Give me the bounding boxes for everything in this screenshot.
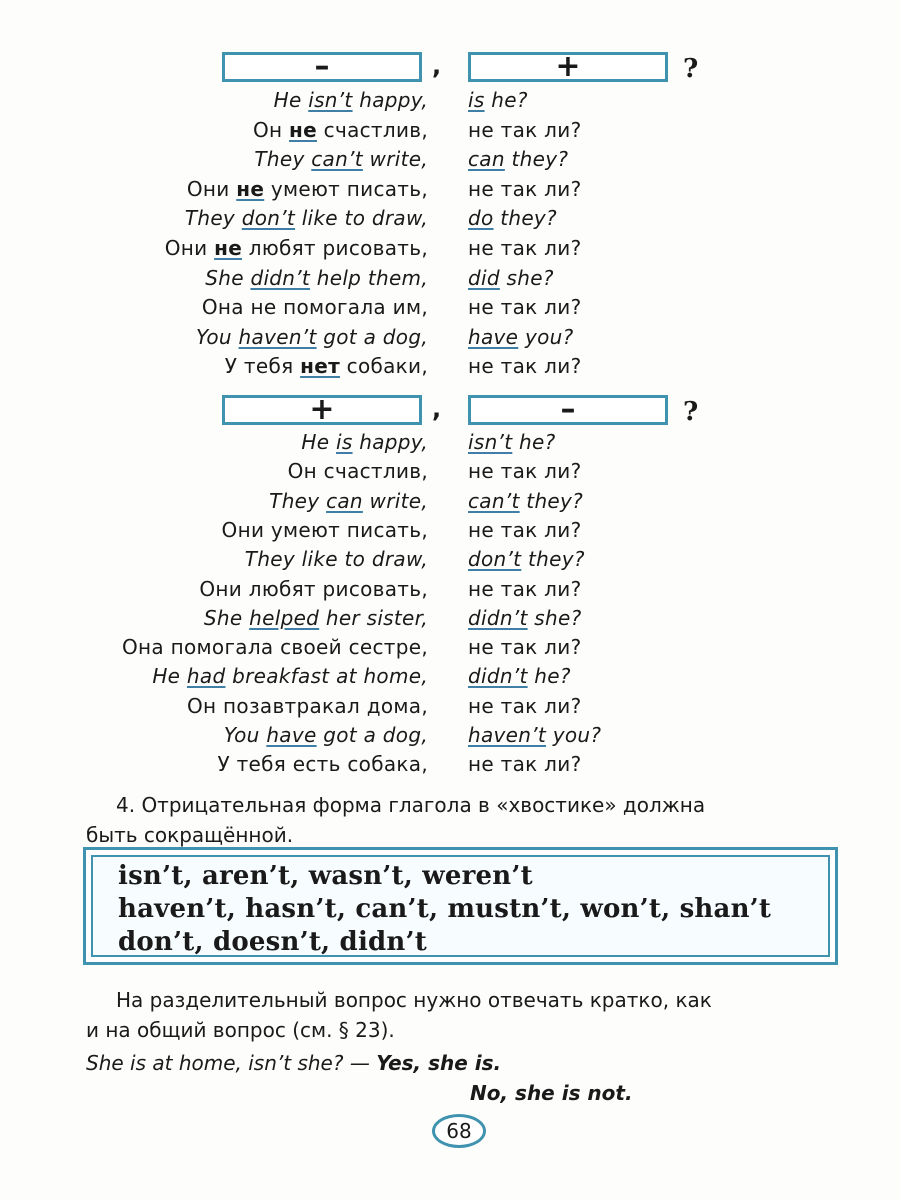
- negation-word: не: [214, 236, 243, 260]
- row-right: [468, 144, 568, 174]
- row-left: [204, 603, 428, 633]
- english-text: like to draw,: [295, 206, 428, 231]
- row-right: [468, 720, 601, 750]
- row-right: [468, 85, 528, 115]
- tag-verb: isn’t: [468, 430, 513, 454]
- russian-text: любят рисовать,: [242, 236, 428, 260]
- comma: ,: [432, 395, 442, 423]
- tag-pronoun: you?: [546, 723, 602, 747]
- row-left: [199, 574, 428, 604]
- english-text: got a dog,: [316, 324, 428, 349]
- negative-sign-box: –: [468, 395, 668, 425]
- english-text: She: [203, 605, 250, 630]
- russian-text: У тебя есть собака,: [217, 752, 428, 777]
- example-no-answer: No, she is not.: [470, 1081, 633, 1105]
- english-text: happy,: [352, 88, 428, 112]
- tag-verb: didn’t: [468, 664, 528, 689]
- tag-verb: don’t: [468, 547, 522, 572]
- underlined-verb: don’t: [241, 206, 296, 231]
- example-row: [0, 456, 900, 486]
- russian-text: Они любят рисовать,: [199, 576, 428, 601]
- row-right: [468, 456, 581, 486]
- row-left: [288, 456, 428, 486]
- english-text: You: [196, 324, 239, 349]
- rule-4-line-2: быть сокращённой.: [86, 823, 294, 847]
- question-mark: ?: [683, 54, 699, 84]
- example-row: [0, 263, 900, 293]
- tag-pronoun: they?: [519, 488, 584, 513]
- row-left: [225, 351, 428, 381]
- negation-word: не: [236, 176, 265, 201]
- row-right: [468, 263, 554, 293]
- russian-text: умеют писать,: [264, 176, 428, 201]
- russian-text: Они: [186, 176, 237, 201]
- tag-pronoun: you?: [518, 324, 574, 349]
- russian-tag: не так ли?: [468, 693, 582, 718]
- comma: ,: [432, 52, 442, 80]
- example-row: [0, 515, 900, 545]
- tag-pronoun: she?: [527, 605, 582, 630]
- example-yes-answer: Yes, she is.: [376, 1051, 502, 1075]
- row-left: [152, 661, 428, 691]
- english-text: her sister,: [319, 605, 428, 630]
- example-row: [0, 603, 900, 633]
- row-right: [468, 661, 571, 691]
- example-row: [0, 661, 900, 691]
- english-text: They: [269, 488, 327, 513]
- example-row: [0, 749, 900, 779]
- row-left: [224, 720, 428, 750]
- example-row: [0, 544, 900, 574]
- contractions-line-3: don’t, doesn’t, didn’t: [118, 927, 427, 957]
- english-text: happy,: [352, 430, 428, 454]
- english-text: You: [223, 723, 267, 747]
- english-text: She: [205, 265, 251, 290]
- row-right: [468, 351, 581, 381]
- example-row: [0, 632, 900, 662]
- row-right: [468, 427, 556, 457]
- row-left: [205, 263, 428, 293]
- russian-tag: не так ли?: [468, 576, 582, 601]
- negation-word: нет: [300, 354, 340, 379]
- row-left: [217, 749, 428, 779]
- underlined-verb: is: [336, 430, 353, 454]
- english-text: got a dog,: [316, 723, 428, 747]
- underlined-verb: can’t: [311, 147, 363, 172]
- row-right: [468, 486, 583, 516]
- underlined-verb: helped: [249, 605, 320, 630]
- page-number: 68: [432, 1114, 486, 1148]
- english-text: breakfast at home,: [225, 664, 428, 689]
- example-question: She is at home, isn’t she? —: [86, 1051, 377, 1075]
- row-left: [185, 203, 428, 233]
- row-left: [269, 486, 428, 516]
- example-row: [0, 574, 900, 604]
- example-row: [0, 322, 900, 352]
- example-row: [0, 115, 900, 145]
- row-left: [253, 115, 428, 145]
- russian-text: счастлив,: [317, 117, 428, 142]
- russian-tag: не так ли?: [468, 236, 582, 260]
- russian-tag: не так ли?: [468, 117, 582, 142]
- underlined-verb: have: [266, 723, 317, 747]
- russian-text: Он позавтракал дома,: [186, 693, 428, 718]
- positive-sign-box: +: [468, 52, 668, 82]
- row-right: [468, 174, 581, 204]
- tag-verb: do: [468, 206, 494, 231]
- russian-text: Она не помогала им,: [201, 295, 428, 320]
- underlined-verb: can: [326, 488, 363, 513]
- russian-tag: не так ли?: [468, 517, 582, 542]
- example-row: [0, 486, 900, 516]
- underlined-verb: didn’t: [250, 265, 311, 290]
- english-text: write,: [362, 488, 428, 513]
- example-row: [0, 174, 900, 204]
- tag-pronoun: he?: [484, 88, 528, 112]
- row-left: [165, 233, 428, 263]
- contractions-line-2: haven’t, hasn’t, can’t, mustn’t, won’t, shan’t: [118, 894, 772, 924]
- russian-tag: не так ли?: [468, 459, 582, 484]
- russian-text: Он счастлив,: [287, 459, 428, 484]
- answer-rule-line-1: На разделительный вопрос нужно отвечать кратко, как: [116, 988, 712, 1012]
- row-left: [274, 85, 428, 115]
- row-left: [254, 144, 428, 174]
- english-text: write,: [362, 147, 428, 172]
- row-right: [468, 203, 557, 233]
- tag-pronoun: they?: [504, 147, 569, 172]
- example-row: [0, 292, 900, 322]
- tag-pronoun: they?: [521, 547, 585, 572]
- russian-text: Они: [164, 236, 215, 260]
- tag-verb: haven’t: [468, 723, 547, 747]
- row-right: [468, 322, 574, 352]
- russian-text: У тебя: [224, 354, 301, 379]
- tag-verb: can’t: [468, 488, 520, 513]
- russian-tag: не так ли?: [468, 635, 582, 660]
- example-row: [0, 85, 900, 115]
- underlined-verb: isn’t: [308, 88, 353, 112]
- english-text: They like to draw,: [244, 547, 428, 572]
- row-left: [301, 427, 428, 457]
- tag-pronoun: they?: [493, 206, 557, 231]
- example-row: [0, 203, 900, 233]
- negation-word: не: [289, 117, 317, 142]
- russian-tag: не так ли?: [468, 752, 582, 777]
- example-answer-line: [86, 1048, 501, 1078]
- row-right: [468, 233, 581, 263]
- row-left: [196, 322, 428, 352]
- question-mark: ?: [683, 397, 699, 427]
- russian-tag: не так ли?: [468, 295, 582, 320]
- row-right: [468, 115, 581, 145]
- english-text: He: [273, 88, 309, 112]
- english-text: They: [254, 147, 312, 172]
- positive-sign-box: +: [222, 395, 422, 425]
- row-right: [468, 292, 581, 322]
- answer-rule-paragraph: [86, 985, 840, 1045]
- tag-pronoun: he?: [527, 664, 571, 689]
- answer-rule-line-2: и на общий вопрос (см. § 23).: [86, 1018, 395, 1042]
- example-no-line: [470, 1078, 633, 1108]
- tag-pronoun: she?: [499, 265, 554, 290]
- russian-text: собаки,: [339, 354, 428, 379]
- example-row: [0, 427, 900, 457]
- row-left: [202, 292, 428, 322]
- row-left: [187, 174, 428, 204]
- tag-verb: did: [468, 265, 500, 290]
- russian-tag: не так ли?: [468, 176, 582, 201]
- row-right: [468, 544, 585, 574]
- example-row: [0, 144, 900, 174]
- rule-4-paragraph: [86, 790, 840, 850]
- example-row: [0, 351, 900, 381]
- row-right: [468, 749, 581, 779]
- underlined-verb: haven’t: [238, 324, 317, 349]
- tag-pronoun: he?: [512, 430, 556, 454]
- row-right: [468, 515, 581, 545]
- tag-verb: can: [468, 147, 505, 172]
- english-text: He: [152, 664, 187, 689]
- russian-text: Он: [252, 117, 290, 142]
- row-right: [468, 603, 582, 633]
- tag-verb: have: [468, 324, 519, 349]
- tag-verb: is: [468, 88, 485, 112]
- negative-sign-box: –: [222, 52, 422, 82]
- english-text: He: [301, 430, 336, 454]
- row-right: [468, 574, 581, 604]
- underlined-verb: had: [186, 664, 226, 689]
- example-row: [0, 691, 900, 721]
- row-right: [468, 632, 581, 662]
- row-left: [187, 691, 428, 721]
- row-right: [468, 691, 581, 721]
- row-left: [122, 632, 428, 662]
- row-left: [245, 544, 428, 574]
- tag-verb: didn’t: [468, 605, 528, 630]
- russian-text: Она помогала своей сестре,: [121, 635, 428, 660]
- example-row: [0, 233, 900, 263]
- example-row: [0, 720, 900, 750]
- russian-text: Они умеют писать,: [221, 517, 428, 542]
- russian-tag: не так ли?: [468, 354, 582, 379]
- rule-4-line-1: 4. Отрицательная форма глагола в «хвостике» должна: [116, 793, 706, 817]
- english-text: help them,: [310, 265, 428, 290]
- contractions-line-1: isn’t, aren’t, wasn’t, weren’t: [118, 861, 533, 891]
- english-text: They: [184, 206, 242, 231]
- row-left: [222, 515, 428, 545]
